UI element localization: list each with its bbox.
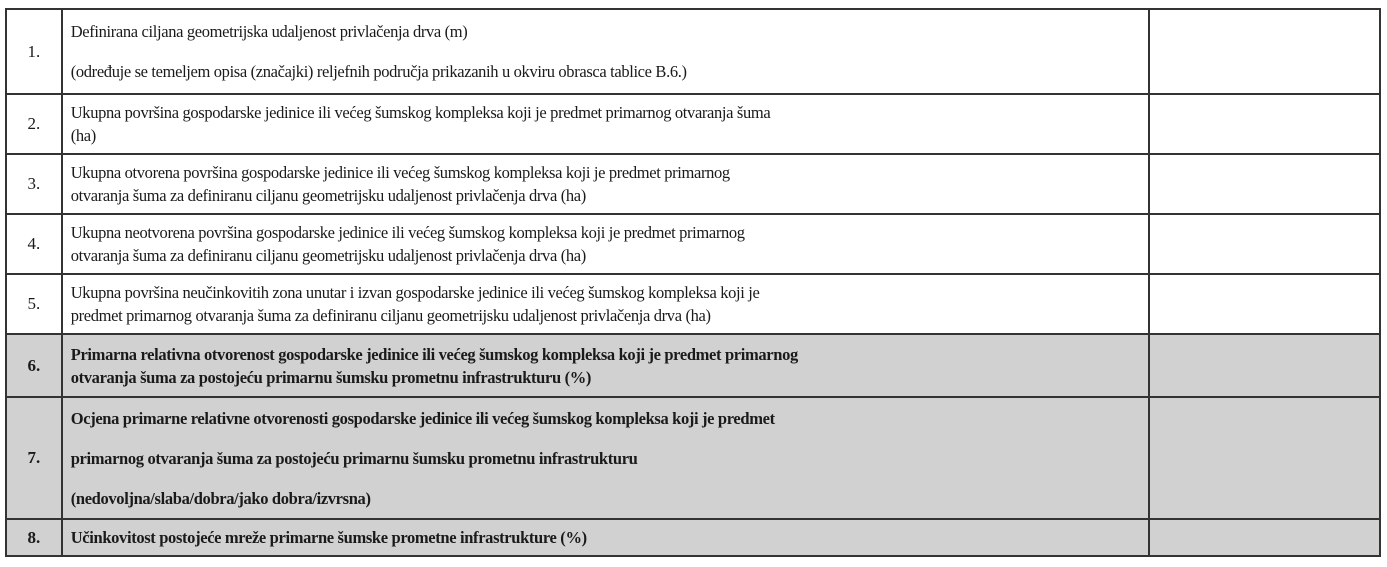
row-number: 2. xyxy=(6,94,62,154)
row-number: 7. xyxy=(6,397,62,519)
row-description xyxy=(62,94,1150,154)
table-row xyxy=(6,274,1380,334)
description-line: Primarna relativna otvorenost gospodarske jedinice ili većeg šumskog kompleksa koji je predmet primarnog xyxy=(70,344,798,364)
value-cell[interactable] xyxy=(1149,334,1380,397)
description-line: otvaranja šuma za definiranu ciljanu geometrijsku udaljenost privlačenja drva (ha) xyxy=(70,246,586,265)
description-line: primarnog otvaranja šuma za postojeću primarnu šumsku prometnu infrastrukturu xyxy=(70,448,638,468)
value-cell[interactable] xyxy=(1149,397,1380,519)
row-number: 1. xyxy=(6,9,62,94)
value-cell[interactable] xyxy=(1149,9,1380,94)
description-line: Ukupna neotvorena površina gospodarske jedinice ili većeg šumskog kompleksa koji je predmet primarnog xyxy=(70,223,745,242)
description-line: predmet primarnog otvaranja šuma za definiranu ciljanu geometrijsku udaljenost privlačenja drva (ha) xyxy=(70,306,711,325)
description-line: Učinkovitost postojeće mreže primarne šumske prometne infrastrukture (%) xyxy=(70,528,587,547)
description-line: Ocjena primarne relativne otvorenosti gospodarske jedinice ili većeg šumskog kompleksa koji je predmet xyxy=(70,408,775,428)
value-cell[interactable] xyxy=(1149,94,1380,154)
value-cell[interactable] xyxy=(1149,274,1380,334)
description-line: Ukupna površina gospodarske jedinice ili većeg šumskog kompleksa koji je predmet primarnog otvaranja šuma xyxy=(70,103,771,122)
description-line: Ukupna površina neučinkovitih zona unutar i izvan gospodarske jedinice ili većeg šumskog kompleksa koji je xyxy=(70,283,760,302)
row-description xyxy=(62,214,1150,274)
row-description xyxy=(62,154,1150,214)
row-number: 3. xyxy=(6,154,62,214)
value-cell[interactable] xyxy=(1149,214,1380,274)
table-row-highlighted xyxy=(6,397,1380,519)
row-number: 8. xyxy=(6,519,62,556)
description-line: Definirana ciljana geometrijska udaljenost privlačenja drva (m) xyxy=(70,22,468,41)
form-table xyxy=(5,8,1381,557)
table-row-highlighted xyxy=(6,334,1380,397)
row-description xyxy=(62,397,1150,519)
row-number: 4. xyxy=(6,214,62,274)
row-description xyxy=(62,274,1150,334)
description-line: (ha) xyxy=(70,126,96,145)
description-line: otvaranja šuma za postojeću primarnu šumsku prometnu infrastrukturu (%) xyxy=(70,367,592,387)
value-cell[interactable] xyxy=(1149,154,1380,214)
row-description xyxy=(62,9,1150,94)
table-row xyxy=(6,94,1380,154)
table-row xyxy=(6,154,1380,214)
description-line: (određuje se temeljem opisa (značajki) reljefnih područja prikazanih u okviru obrasca tablice B.6.) xyxy=(70,62,687,81)
row-number: 5. xyxy=(6,274,62,334)
table-row xyxy=(6,214,1380,274)
row-description xyxy=(62,519,1150,556)
row-number: 6. xyxy=(6,334,62,397)
value-cell[interactable] xyxy=(1149,519,1380,556)
table-row-highlighted xyxy=(6,519,1380,556)
description-line: Ukupna otvorena površina gospodarske jedinice ili većeg šumskog kompleksa koji je predmet primarnog xyxy=(70,163,730,182)
description-line: otvaranja šuma za definiranu ciljanu geometrijsku udaljenost privlačenja drva (ha) xyxy=(70,186,586,205)
table-row xyxy=(6,9,1380,94)
description-line: (nedovoljna/slaba/dobra/jako dobra/izvrsna) xyxy=(70,488,371,508)
row-description xyxy=(62,334,1150,397)
